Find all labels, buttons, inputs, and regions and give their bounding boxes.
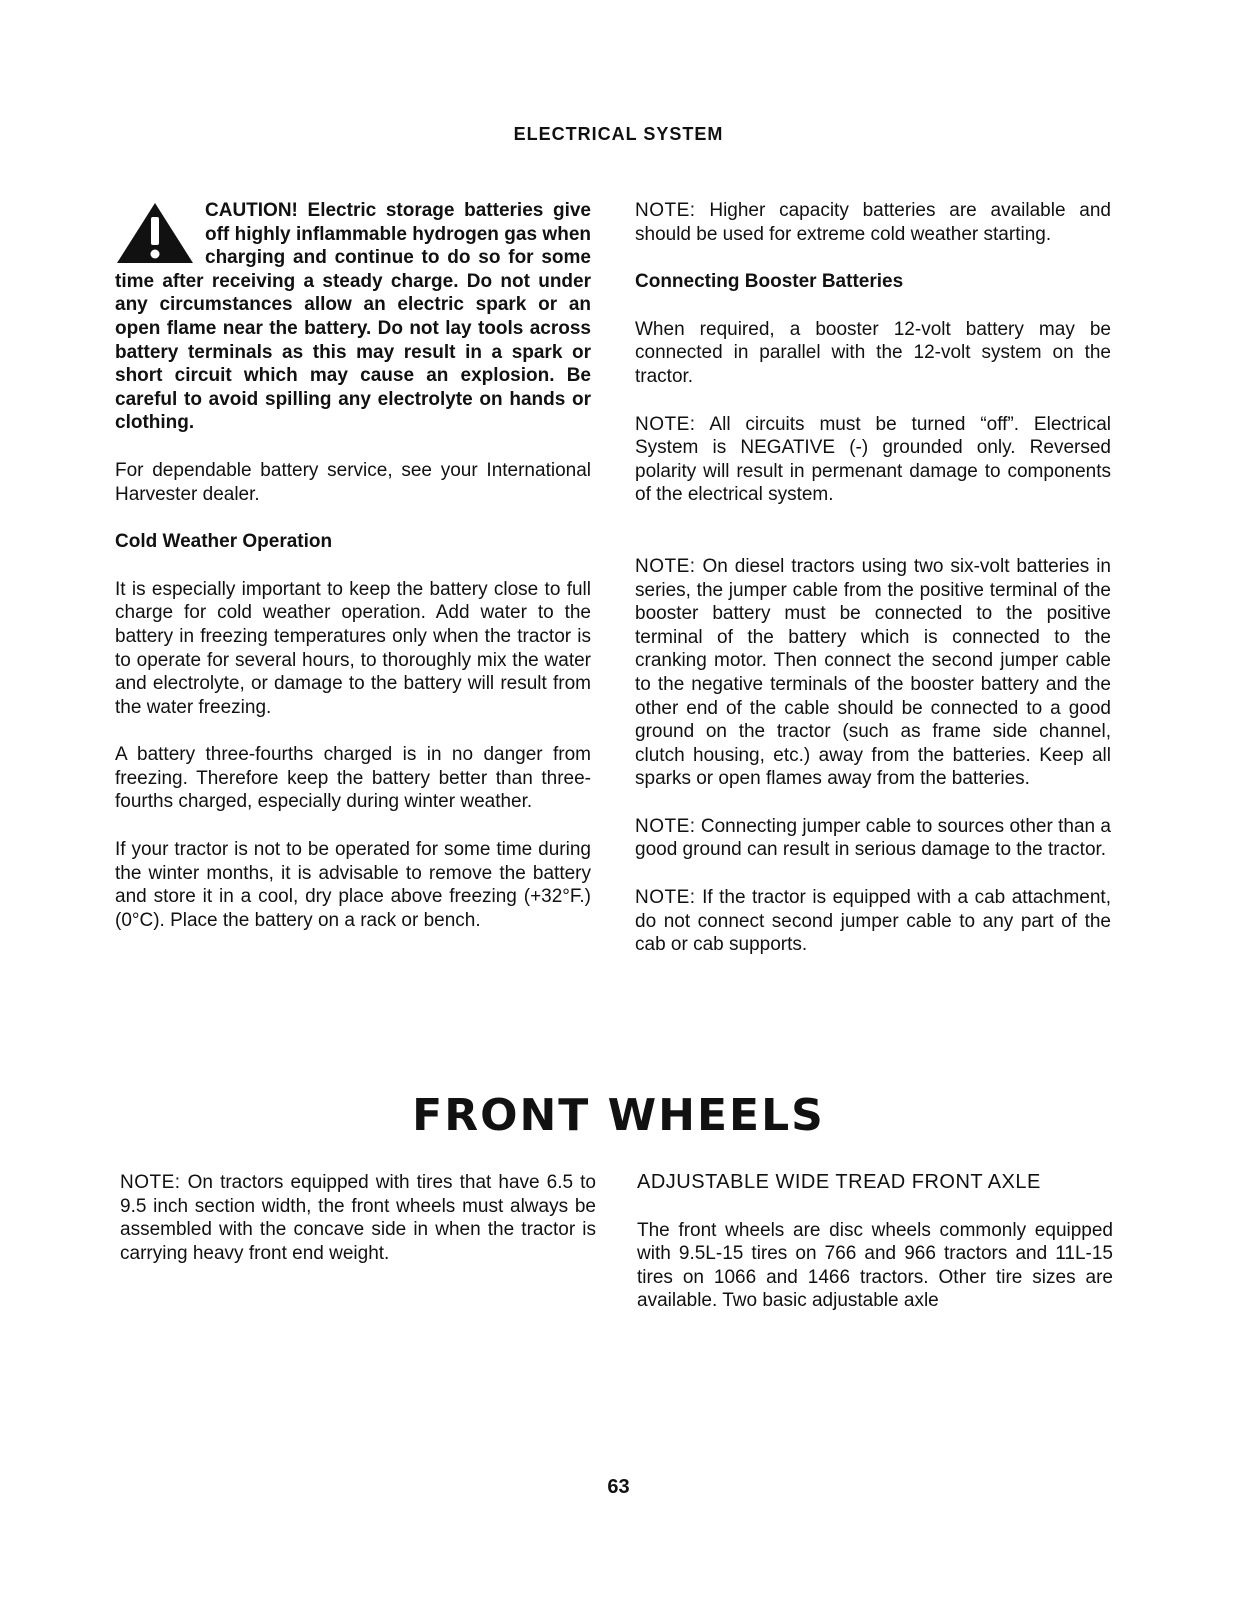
note-label: NOTE: bbox=[635, 555, 696, 577]
booster-heading: Connecting Booster Batteries bbox=[635, 271, 904, 293]
cold-weather-paragraph-2: A battery three-fourths charged is in no danger from freezing. Therefore keep the battery better than three-fourths charged, especially during winter weather. bbox=[115, 744, 591, 813]
axle-paragraph: The front wheels are disc wheels commonly equipped with 9.5L-15 tires on 766 and 966 tractors and 11L-15 tires on 1066 and 1466 tractors. Other tire sizes are available. Two basic adjustable axle bbox=[637, 1219, 1113, 1312]
note-cab bbox=[635, 886, 1111, 957]
cold-weather-heading: Cold Weather Operation bbox=[115, 531, 333, 553]
front-wheels-title: FRONT WHEELS bbox=[412, 1090, 825, 1141]
note-circuits-text: All circuits must be turned “off”. Electrical System is NEGATIVE (-) grounded only. Reversed polarity will result in permenant damage to components of the electrical system. bbox=[635, 413, 1112, 506]
note-capacity bbox=[635, 199, 1111, 246]
service-paragraph: For dependable battery service, see your International Harvester dealer. bbox=[115, 459, 591, 505]
note-label: NOTE: bbox=[120, 1172, 181, 1193]
left-column-bottom bbox=[120, 1171, 596, 1289]
note-tires-text: On tractors equipped with tires that have 6.5 to 9.5 inch section width, the front wheels must always be assembled with the concave side in when the tractor is carrying heavy front end weight. bbox=[120, 1172, 597, 1264]
note-diesel-text: On diesel tractors using two six-volt batteries in series, the jumper cable from the positive terminal of the booster battery must be connected to the positive terminal of the battery which is connected to the cranking motor. Then connect the second jumper cable to the negative terminals of the booster battery and the other end of the cable should be connected to a good ground on the tractor (such as frame side channel, clutch housing, etc.) away from the batteries. Keep all sparks or open flames away from the batteries. bbox=[635, 555, 1111, 790]
note-jumper bbox=[635, 815, 1111, 862]
booster-paragraph: When required, a booster 12-volt battery may be connected in parallel with the 12-volt system on the tractor. bbox=[635, 318, 1111, 387]
caution-text: CAUTION! Electric storage batteries give off highly inflammable hydrogen gas when charging and continue to do so for some time after receiving a steady charge. Do not under any circumstances allow an electric spark or an open flame near the battery. Do not lay tools across battery terminals as this may result in a spark or short circuit which may cause an explosion. Be careful to avoid spilling any electrolyte on hands or clothing. bbox=[115, 200, 591, 434]
page-number: 63 bbox=[607, 1476, 630, 1498]
note-label: NOTE: bbox=[635, 413, 696, 435]
note-label: NOTE: bbox=[635, 887, 696, 909]
note-tires bbox=[120, 1171, 596, 1265]
cold-weather-paragraph-3: If your tractor is not to be operated for some time during the winter months, it is advisable to remove the battery and store it in a cool, dry place above freezing (+32°F.) (0°C). Place the battery on a rack or bench. bbox=[115, 839, 591, 931]
section-title: ELECTRICAL SYSTEM bbox=[513, 124, 724, 144]
note-diesel bbox=[635, 555, 1111, 791]
warning-triangle-icon bbox=[115, 201, 195, 265]
note-jumper-text: Connecting jumper cable to sources other than a good ground can result in serious damage to the tractor. bbox=[635, 815, 1111, 861]
left-column-top bbox=[115, 199, 591, 956]
caution-paragraph bbox=[115, 199, 591, 435]
note-label: NOTE: bbox=[635, 200, 696, 221]
right-column-bottom bbox=[637, 1171, 1113, 1337]
axle-heading: ADJUSTABLE WIDE TREAD FRONT AXLE bbox=[637, 1171, 1041, 1193]
note-label: NOTE: bbox=[635, 815, 696, 837]
cold-weather-paragraph-1: It is especially important to keep the battery close to full charge for cold weather operation. Add water to the battery in freezing temperatures only when the tractor is to operate for several hours, to thoroughly mix the water and electrolyte, or damage to the battery will result from the water freezing. bbox=[115, 578, 591, 718]
note-circuits bbox=[635, 413, 1111, 507]
right-column-top bbox=[635, 199, 1111, 981]
note-capacity-text: Higher capacity batteries are available and should be used for extreme cold weather starting. bbox=[635, 200, 1111, 245]
note-cab-text: If the tractor is equipped with a cab attachment, do not connect second jumper cable to any part of the cab or cab supports. bbox=[635, 887, 1111, 956]
